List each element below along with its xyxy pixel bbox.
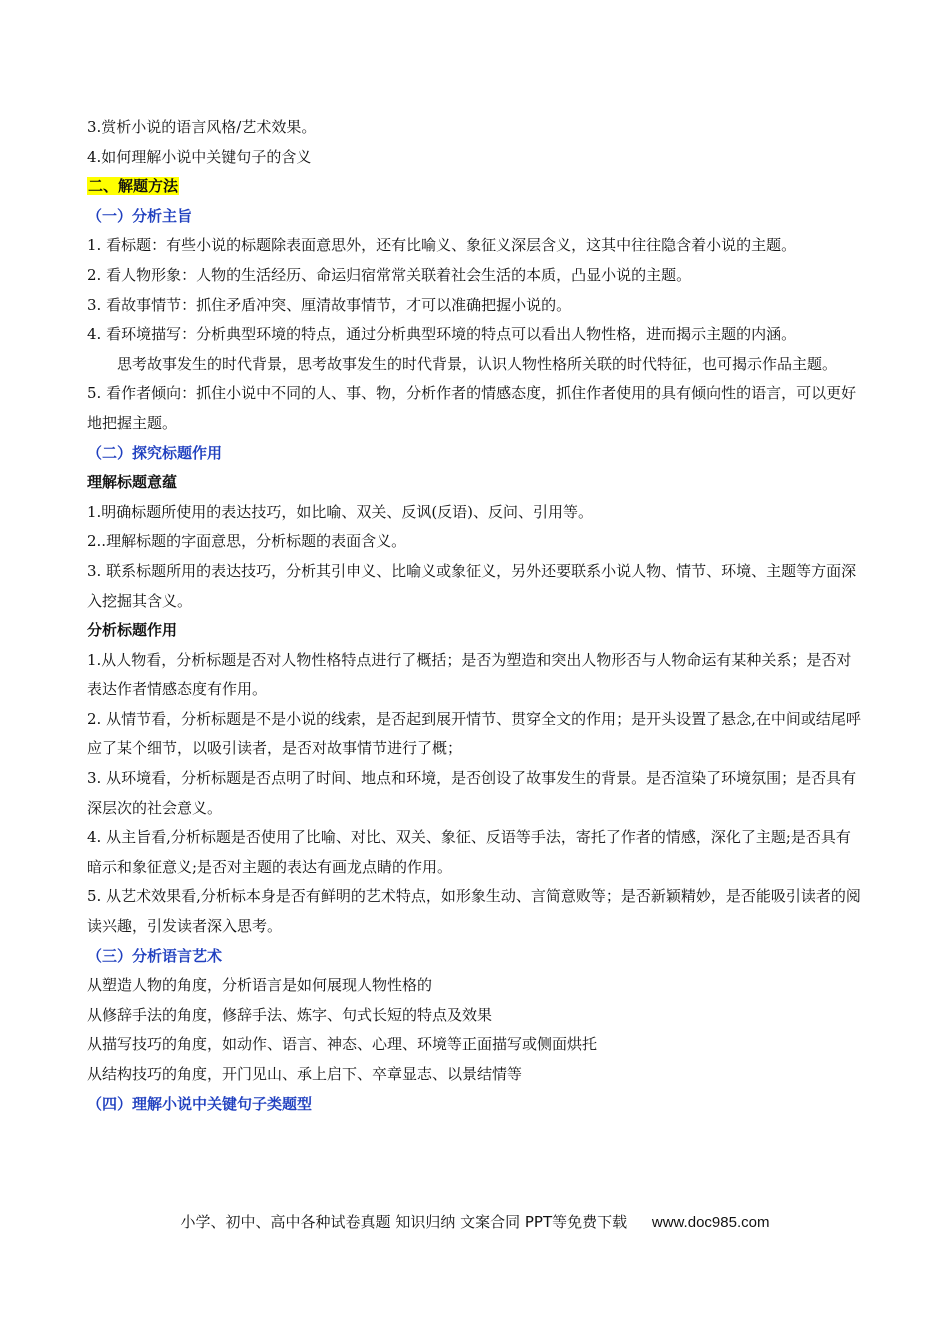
section-heading-text: 二、解题方法 bbox=[88, 177, 179, 196]
s2-subheading-1: 理解标题意蕴 bbox=[87, 473, 178, 492]
s2-b-item-4: 4. 从主旨看,分析标题是否使用了比喻、对比、双关、象征、反语等手法，寄托了作者的情感，深化了主题;是否具有暗示和象征意义;是否对主题的表达有画龙点睛的作用。 bbox=[87, 828, 851, 876]
s2-b-item-1: 1.从人物看，分析标题是否对人物性格特点进行了概括；是否为塑造和突出人物形否与人物命运有某种关系；是否对表达作者情感态度有作用。 bbox=[87, 650, 852, 699]
s1-item-2: 2. 看人物形象：人物的生活经历、命运归宿常常关联着社会生活的本质，凸显小说的主题。 bbox=[87, 265, 692, 284]
s3-item-2: 从修辞手法的角度，修辞手法、炼字、句式长短的特点及效果 bbox=[87, 1005, 493, 1024]
subsection-4-title: （四）理解小说中关键句子类题型 bbox=[87, 1094, 313, 1113]
s2-b-item-2: 2. 从情节看，分析标题是不是小说的线索，是否起到展开情节、贯穿全文的作用；是开头设置了悬念,在中间或结尾呼应了某个细节，以吸引读者，是否对故事情节进行了概； bbox=[87, 709, 861, 758]
s1-item-4: 4. 看环境描写：分析典型环境的特点，通过分析典型环境的特点可以看出人物性格，进而揭示主题的内涵。 bbox=[87, 325, 797, 344]
s1-item-4-continued: 思考故事发生的时代背景，思考故事发生的时代背景，认识人物性格所关联的时代特征，也可揭示作品主题。 bbox=[117, 354, 838, 373]
s1-item-5: 5. 看作者倾向：抓住小说中不同的人、事、物，分析作者的情感态度，抓住作者使用的具有倾向性的语言，可以更好地把握主题。 bbox=[87, 384, 857, 432]
section-heading bbox=[87, 172, 865, 202]
s2-a-item-3: 3. 联系标题所用的表达技巧，分析其引申义、比喻义或象征义，另外还要联系小说人物、情节、环境、主题等方面深入挖掘其含义。 bbox=[87, 561, 857, 610]
s2-b-item-3: 3. 从环境看，分析标题是否点明了时间、地点和环境，是否创设了故事发生的背景。是否渲染了环境氛围；是否具有深层次的社会意义。 bbox=[87, 769, 857, 817]
s3-item-1: 从塑造人物的角度，分析语言是如何展现人物性格的 bbox=[87, 976, 433, 995]
page-footer bbox=[0, 1211, 950, 1232]
subsection-2-title: （二）探究标题作用 bbox=[87, 443, 223, 462]
footer-text: 小学、初中、高中各种试卷真题 知识归纳 文案合同 PPT等免费下载 bbox=[180, 1213, 628, 1231]
intro-item-3: 3.赏析小说的语言风格/艺术效果。 bbox=[87, 118, 317, 136]
s2-a-item-1: 1.明确标题所使用的表达技巧，如比喻、双关、反讽(反语)、反问、引用等。 bbox=[87, 502, 594, 521]
s3-item-3: 从描写技巧的角度，如动作、语言、神态、心理、环境等正面描写或侧面烘托 bbox=[87, 1035, 598, 1054]
s2-a-item-2: 2..理解标题的字面意思，分析标题的表面含义。 bbox=[87, 532, 407, 551]
subsection-3-title: （三）分析语言艺术 bbox=[87, 946, 223, 965]
subsection-1-title: （一）分析主旨 bbox=[87, 206, 193, 225]
s2-subheading-2: 分析标题作用 bbox=[87, 621, 178, 640]
footer-site-link[interactable]: www.doc985.com bbox=[651, 1214, 770, 1231]
s2-b-item-5: 5. 从艺术效果看,分析标本身是否有鲜明的艺术特点，如形象生动、言简意败等；是否新颖精妙，是否能吸引读者的阅读兴趣，引发读者深入思考。 bbox=[87, 887, 861, 936]
intro-item-4: 4.如何理解小说中关键句子的含义 bbox=[87, 147, 312, 166]
document-body bbox=[87, 113, 865, 1119]
s1-item-3: 3. 看故事情节：抓住矛盾冲突、厘清故事情节，才可以准确把握小说的。 bbox=[87, 295, 572, 314]
s1-item-1: 1. 看标题：有些小说的标题除表面意思外，还有比喻义、象征义深层含义，这其中往往隐含着小说的主题。 bbox=[87, 236, 797, 255]
s3-item-4: 从结构技巧的角度，开门见山、承上启下、卒章显志、以景结情等 bbox=[87, 1065, 523, 1083]
